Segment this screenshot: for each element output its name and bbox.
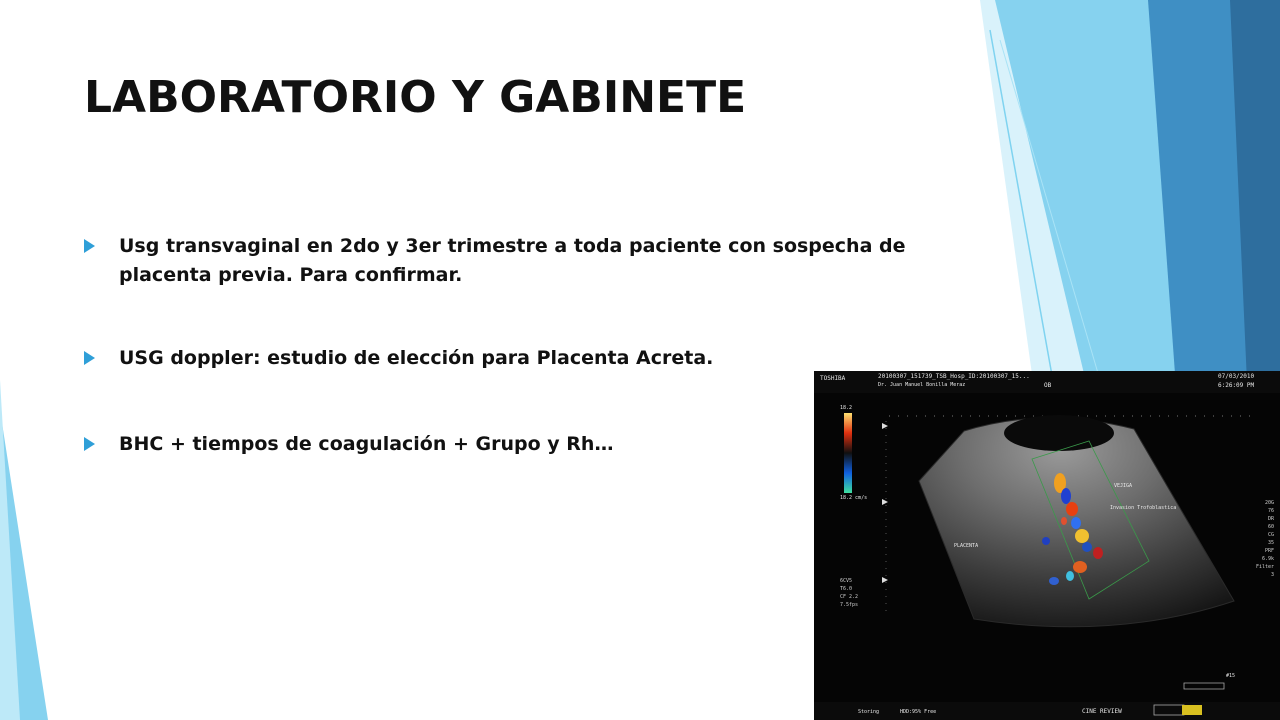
bullet-text: BHC + tiempos de coagulación + Grupo y Rh… — [119, 433, 614, 455]
us-date: 07/03/2010 — [1218, 373, 1255, 380]
us-footer-storing: Storing — [858, 709, 880, 715]
us-params-right: 20G 76 DR 60 CG 35 PRF 6.9k Filter 3 — [1255, 500, 1274, 578]
bullet-text: USG doppler: estudio de elección para Placenta Acreta. — [119, 347, 714, 369]
us-label-invasion: Invasion Trofoblastica — [1110, 505, 1177, 511]
bullet-item — [84, 232, 954, 290]
bullet-text: Usg transvaginal en 2do y 3er trimestre a toda paciente con sospecha de placenta previa. Para confirmar. — [119, 235, 906, 286]
bullet-item — [84, 344, 954, 373]
us-scale-top: 18.2 — [840, 405, 853, 411]
us-brand: TOSHIBA — [820, 375, 846, 382]
bullet-arrow-icon — [84, 351, 95, 365]
ultrasound-scan — [814, 371, 1280, 720]
color-scale-bar — [844, 413, 852, 493]
slide-title: LABORATORIO Y GABINETE — [84, 72, 747, 123]
bladder-region — [1004, 415, 1114, 451]
bullet-arrow-icon — [84, 437, 95, 451]
us-params-left: 6CV5 T6.0 CF 2.2 7.5fps — [840, 578, 859, 608]
us-footer-hdd: HDD:95% Free — [900, 709, 937, 715]
us-time: 6:26:09 PM — [1218, 382, 1255, 389]
us-footer-cine-review: CINE REVIEW — [1082, 708, 1122, 715]
us-scale-bottom: 18.2 cm/s — [840, 495, 868, 501]
us-label-vejiga: VEJIGA — [1114, 483, 1133, 489]
us-preset: OB — [1044, 382, 1052, 389]
us-label-placenta: PLACENTA — [954, 543, 979, 549]
us-study-id: 20100307_151739_TSB_Hosp_ID:20100307_15... — [878, 373, 1030, 380]
ultrasound-image — [814, 371, 1280, 720]
us-frame-number: #15 — [1226, 673, 1236, 679]
us-doctor: Dr. Juan Manuel Bonilla Meraz — [878, 382, 966, 388]
bullet-arrow-icon — [84, 239, 95, 253]
